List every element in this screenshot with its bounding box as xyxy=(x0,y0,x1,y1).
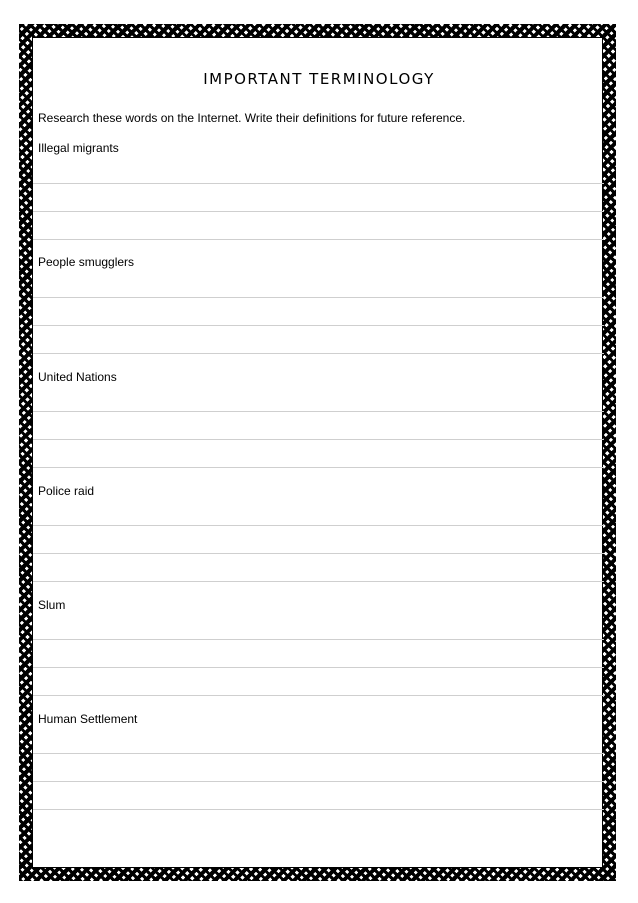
answer-line[interactable] xyxy=(33,183,604,184)
answer-line[interactable] xyxy=(33,581,604,582)
term-label: Slum xyxy=(38,598,66,612)
answer-line[interactable] xyxy=(33,239,604,240)
instructions-text: Research these words on the Internet. Write their definitions for future reference. xyxy=(38,111,466,125)
answer-line[interactable] xyxy=(33,353,604,354)
term-label: United Nations xyxy=(38,370,117,384)
term-label: People smugglers xyxy=(38,255,135,269)
answer-line[interactable] xyxy=(33,695,604,696)
answer-line[interactable] xyxy=(33,211,604,212)
answer-line[interactable] xyxy=(33,297,604,298)
term-label: Police raid xyxy=(38,484,95,498)
answer-line[interactable] xyxy=(33,753,604,754)
answer-line[interactable] xyxy=(33,525,604,526)
answer-line[interactable] xyxy=(33,809,604,810)
term-label: Human Settlement xyxy=(38,712,138,726)
answer-line[interactable] xyxy=(33,439,604,440)
term-label: Illegal migrants xyxy=(38,141,119,155)
answer-line[interactable] xyxy=(33,325,604,326)
answer-line[interactable] xyxy=(33,411,604,412)
answer-line[interactable] xyxy=(33,553,604,554)
answer-line[interactable] xyxy=(33,467,604,468)
answer-line[interactable] xyxy=(33,667,604,668)
answer-line[interactable] xyxy=(33,639,604,640)
answer-line[interactable] xyxy=(33,781,604,782)
page-title: IMPORTANT TERMINOLOGY xyxy=(203,70,435,88)
